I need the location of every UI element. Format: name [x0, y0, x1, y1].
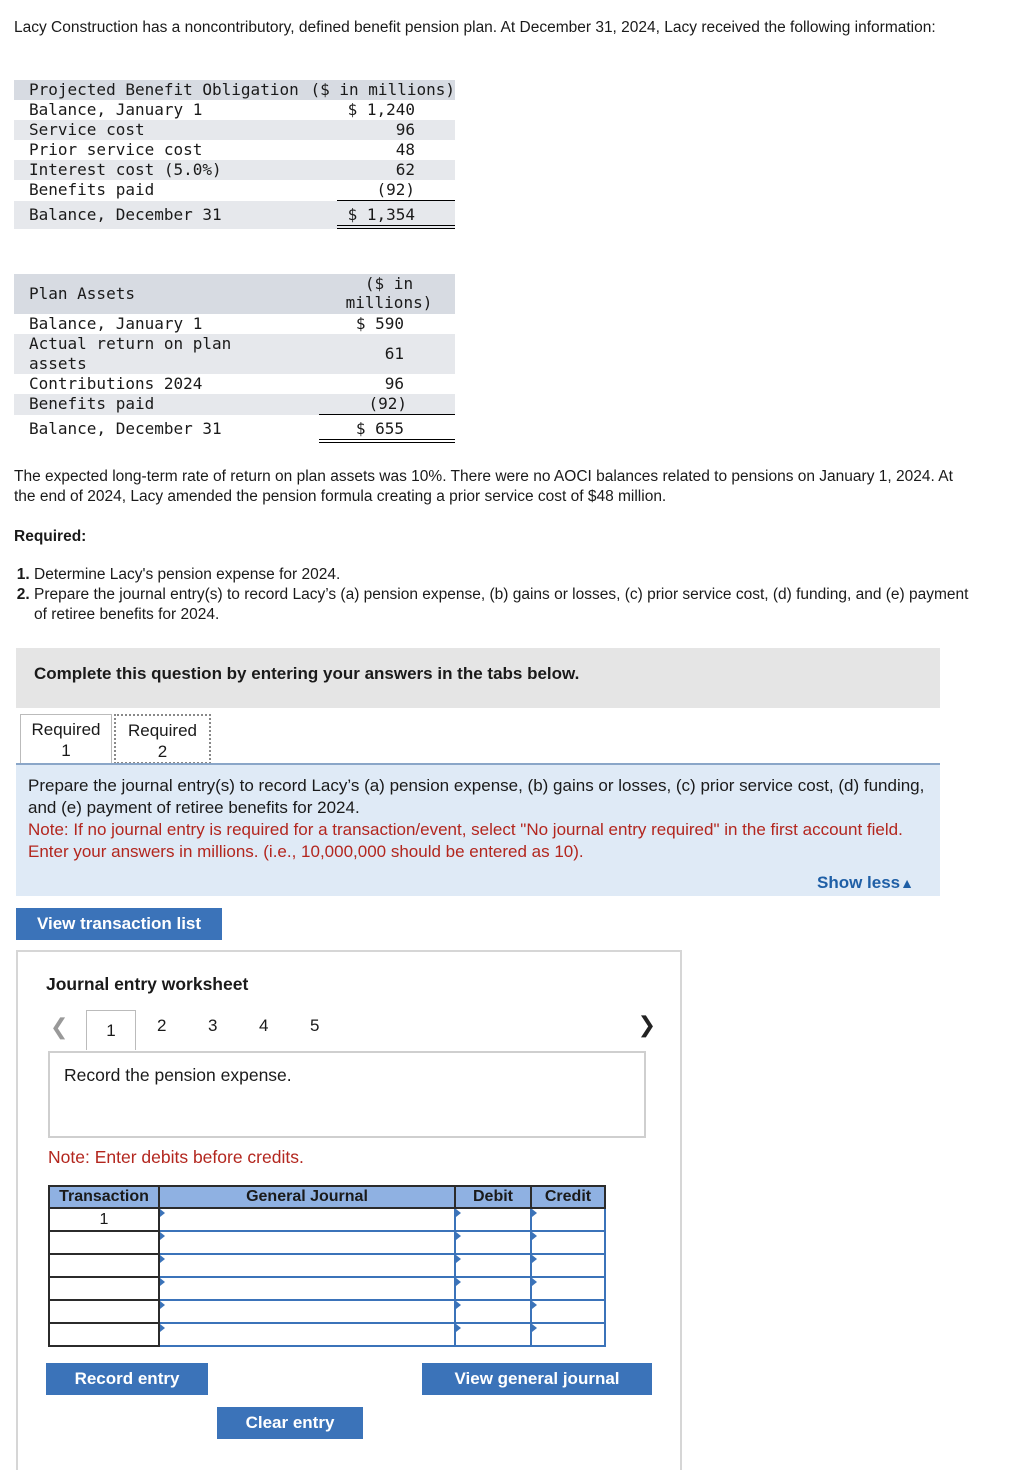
transaction-cell — [49, 1277, 159, 1300]
col-credit: Credit — [531, 1186, 605, 1208]
transaction-cell — [49, 1254, 159, 1277]
plan-row-label: Balance, December 31 — [29, 419, 222, 438]
instruction-text: Prepare the journal entry(s) to record Lacy’s (a) pension expense, (b) gains or losses, (c) prior service cost, (d) funding, and (e) payment of retiree benefits for 2024. — [28, 776, 925, 817]
tab-label: Required — [31, 720, 101, 739]
plan-row-value: (92) — [319, 394, 455, 415]
requirement-item: 2. Prepare the journal entry(s) to record Lacy’s (a) pension expense, (b) gains or losses, (c) prior service cost, (d) funding, and (e) payment of retiree benefits for 2024. — [34, 585, 974, 625]
plan-header-value: ($ in millions) — [345, 274, 433, 312]
credit-input[interactable] — [531, 1277, 605, 1300]
requirement-item: 1. Determine Lacy's pension expense for 2024. — [34, 565, 974, 585]
pbo-row-label: Service cost — [29, 120, 145, 139]
pbo-row-label: Balance, December 31 — [29, 205, 222, 224]
pbo-header-label: Projected Benefit Obligation — [29, 80, 299, 99]
col-transaction: Transaction — [49, 1186, 159, 1208]
plan-assets-table — [14, 274, 455, 443]
plan-row — [14, 394, 455, 415]
transaction-cell — [49, 1323, 159, 1346]
tab-label: 2 — [157, 742, 168, 761]
view-transaction-list-button[interactable]: View transaction list — [16, 908, 222, 940]
requirements-list — [14, 565, 974, 625]
plan-row-value: 61 — [384, 344, 404, 363]
journal-entry-worksheet — [16, 950, 682, 1470]
worksheet-title: Journal entry worksheet — [46, 974, 249, 994]
credit-input[interactable] — [531, 1300, 605, 1323]
pbo-row-value: 48 — [395, 140, 415, 159]
plan-row — [14, 374, 455, 394]
credit-input[interactable] — [531, 1323, 605, 1346]
pbo-row-label: Benefits paid — [29, 180, 155, 199]
chevron-right-icon[interactable]: ❯ — [637, 1012, 656, 1037]
transaction-cell: 1 — [49, 1208, 159, 1231]
debit-input[interactable] — [455, 1208, 531, 1231]
plan-row-value: $ 655 — [319, 419, 455, 443]
col-general-journal: General Journal — [159, 1186, 455, 1208]
plan-row-label: Contributions 2024 — [29, 374, 203, 393]
pbo-row-label: Interest cost (5.0%) — [29, 160, 222, 179]
tab-required-1[interactable] — [20, 714, 112, 764]
page-3[interactable]: 3 — [208, 1016, 218, 1035]
page-4[interactable]: 4 — [259, 1016, 269, 1035]
pbo-header-value: ($ in millions) — [310, 80, 455, 99]
credit-input[interactable] — [531, 1254, 605, 1277]
pbo-row-label: Balance, January 1 — [29, 100, 203, 119]
complete-text: Complete this question by entering your answers in the tabs below. — [34, 664, 580, 683]
table-row — [49, 1323, 605, 1346]
chevron-left-icon[interactable]: ❮ — [50, 1014, 69, 1039]
show-less-link[interactable] — [817, 872, 914, 894]
transaction-cell — [49, 1300, 159, 1323]
account-input[interactable] — [159, 1208, 455, 1231]
tab-label: 1 — [61, 741, 71, 760]
account-input[interactable] — [159, 1300, 455, 1323]
col-debit: Debit — [455, 1186, 531, 1208]
pbo-row — [14, 120, 455, 140]
pbo-row-value: 62 — [395, 160, 415, 179]
plan-row-label: Balance, January 1 — [29, 314, 203, 333]
pbo-row — [14, 180, 455, 201]
journal-table — [48, 1185, 606, 1347]
plan-row — [14, 334, 455, 374]
plan-header — [14, 274, 455, 314]
transaction-cell — [49, 1231, 159, 1254]
pbo-header — [14, 80, 455, 100]
clear-entry-button[interactable]: Clear entry — [217, 1407, 363, 1439]
page-1[interactable]: 1 — [86, 1010, 136, 1050]
table-row — [49, 1277, 605, 1300]
plan-row — [14, 314, 455, 334]
pbo-row-value: (92) — [337, 180, 455, 201]
required-heading: Required: — [14, 528, 87, 545]
plan-row — [14, 415, 455, 443]
debit-input[interactable] — [455, 1277, 531, 1300]
pbo-row-value: $ 1,240 — [347, 100, 415, 119]
plan-row-label: Actual return on plan assets — [29, 334, 241, 373]
table-row — [49, 1300, 605, 1323]
pbo-row — [14, 201, 455, 229]
plan-header-label: Plan Assets — [29, 284, 135, 303]
pbo-row — [14, 100, 455, 120]
page-2[interactable]: 2 — [157, 1016, 167, 1035]
entry-description: Record the pension expense. — [48, 1051, 646, 1138]
pbo-row-label: Prior service cost — [29, 140, 203, 159]
intro-text: Lacy Construction has a noncontributory, defined benefit pension plan. At December 31, 2024, Lacy received the following information: — [14, 19, 936, 36]
view-general-journal-button[interactable]: View general journal — [422, 1363, 652, 1395]
debit-input[interactable] — [455, 1231, 531, 1254]
show-less-label: Show less — [817, 873, 901, 892]
credit-input[interactable] — [531, 1231, 605, 1254]
plan-row-label: Benefits paid — [29, 394, 155, 413]
plan-row-value: $ 590 — [355, 314, 404, 333]
pbo-row-value: $ 1,354 — [337, 205, 455, 229]
table-row — [49, 1208, 605, 1231]
account-input[interactable] — [159, 1254, 455, 1277]
table-row — [49, 1254, 605, 1277]
record-entry-button[interactable]: Record entry — [46, 1363, 208, 1395]
debits-note: Note: Enter debits before credits. — [48, 1147, 304, 1167]
plan-row-value: 96 — [384, 374, 404, 393]
table-row — [49, 1231, 605, 1254]
tab-label: Required — [128, 721, 197, 740]
pbo-table — [14, 80, 455, 229]
complete-banner — [16, 648, 940, 708]
instruction-note: Note: If no journal entry is required for a transaction/event, select "No journal entry required" in the first account field. Enter your answers in millions. (i.e., 10,000,000 should be entered as 10). — [28, 820, 903, 861]
debit-input[interactable] — [455, 1300, 531, 1323]
expected-return-text: The expected long-term rate of return on plan assets was 10%. There were no AOCI balances related to pensions on January 1, 2024. At the end of 2024, Lacy amended the pension formula creating a prior service cost of $48 million. — [14, 468, 953, 505]
instruction-panel — [16, 765, 940, 896]
tab-required-2[interactable] — [114, 714, 211, 764]
triangle-up-icon: ▲ — [900, 875, 914, 891]
pbo-row-value: 96 — [395, 120, 415, 139]
account-input[interactable] — [159, 1277, 455, 1300]
account-input[interactable] — [159, 1323, 455, 1346]
credit-input[interactable] — [531, 1208, 605, 1231]
debit-input[interactable] — [455, 1254, 531, 1277]
pbo-row — [14, 160, 455, 180]
account-input[interactable] — [159, 1231, 455, 1254]
debit-input[interactable] — [455, 1323, 531, 1346]
page-5[interactable]: 5 — [310, 1016, 320, 1035]
pbo-row — [14, 140, 455, 160]
worksheet-pager — [46, 1010, 656, 1050]
